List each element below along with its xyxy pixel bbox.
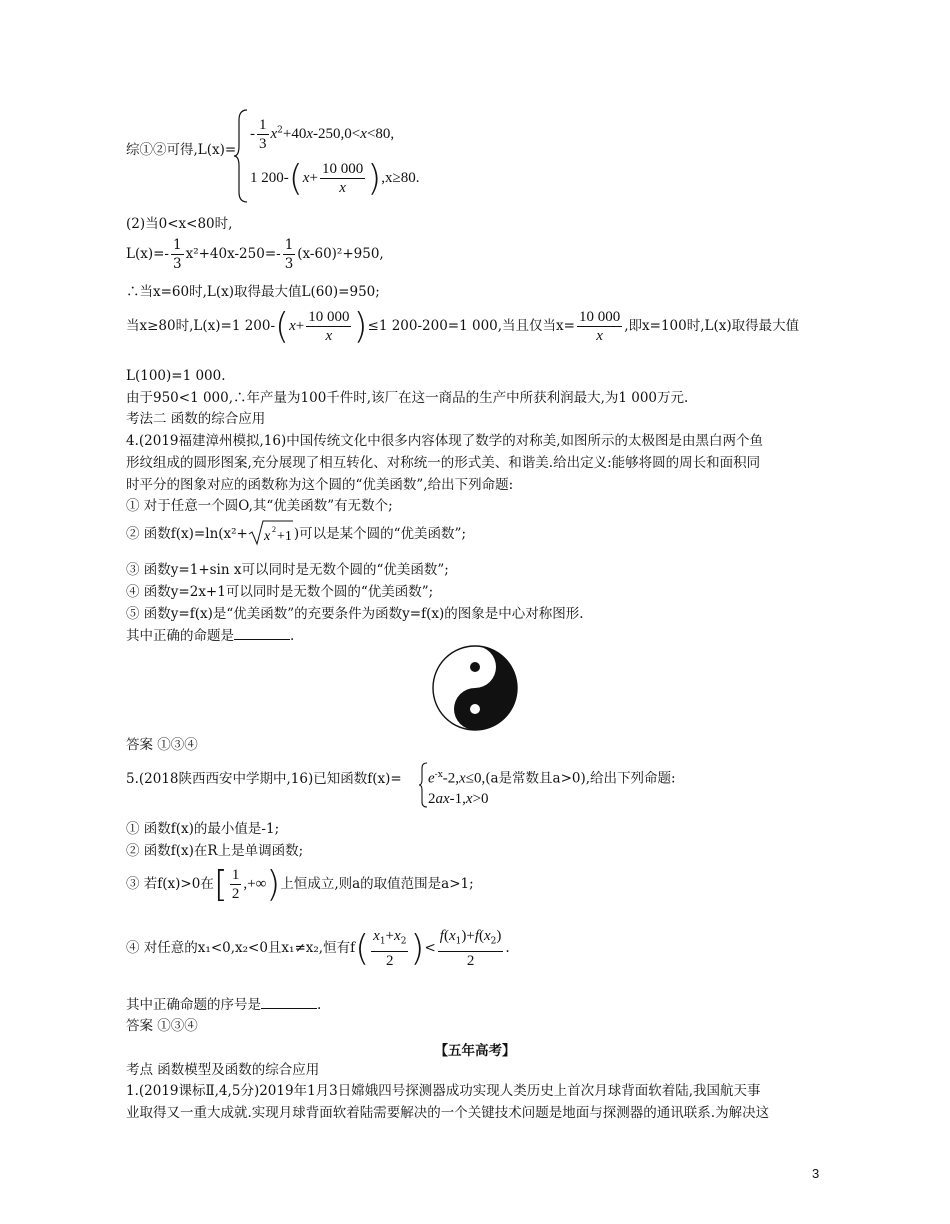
- part2-line6: 由于950<1 000,∴年产量为100千件时,该厂在这一商品的生产中所获利润最大,为1 000万元.: [126, 390, 689, 406]
- q4-question-text: 其中正确的命题是: [126, 628, 234, 644]
- q1-line2: 业取得又一重大成就.实现月球背面软着陆需要解决的一个关键技术问题是地面与探测器的通讯联系.为解决这: [126, 1105, 770, 1121]
- q5-option4-b: <: [424, 939, 436, 956]
- part2-line4: 当x≥80时,L(x)=1 200-(x+ $\frac{10 000}{x}$ )≤1 200-200=1 000,当且仅当x= $\frac{10 000}{x}$ ,即x=100时,L(x)取得最大值: [126, 306, 800, 347]
- frac-three: 3: [173, 256, 182, 272]
- part2-line2-a: L(x)=-: [126, 246, 169, 262]
- svg-text:+1: +1: [276, 529, 292, 544]
- part2-line2: L(x)=- $\frac{1}{3}$ x²+40x-250=- $\frac{1}{3}$ (x-60)²+950,: [126, 237, 384, 272]
- q5-line1: [126, 767, 402, 787]
- q4-option2-a: ② 函数f(x)=ln(x²+: [126, 526, 248, 542]
- part2-line3: ∴当x=60时,L(x)取得最大值L(60)=950;: [126, 284, 380, 300]
- q4-option1: ① 对于任意一个圆O,其“优美函数”有无数个;: [126, 498, 393, 514]
- q5-option4: ④ 对任意的x₁<0,x₂<0且x₁≠x₂,恒有f( $\frac{x_1+x_2}{2}$ )< $\frac{f(x_1)+f(x_2)}{2}$ .: [126, 927, 510, 969]
- piecewise-prefix: 综①②可得,L(x)=: [126, 142, 237, 158]
- part2-line4-b: ≤1 200-200=1 000,当且仅当x=: [367, 318, 575, 334]
- part2-line2-c: (x-60)²+950,: [297, 246, 384, 262]
- part2-line2-b: x²+40x-250=-: [185, 246, 281, 262]
- q5-option3-b: 上恒成立,则a的取值范围是a>1;: [280, 876, 474, 892]
- q4-option3: ③ 函数y=1+sin x可以同时是无数个圆的“优美函数”;: [126, 562, 449, 578]
- q5-condition: (a是常数且a>0),给出下列命题:: [485, 770, 676, 787]
- q5-option1: ① 函数f(x)的最小值是-1;: [126, 821, 280, 837]
- case-1: - $\frac{1}{3}$ $x^2+40x-250,0<x<80$,: [250, 117, 395, 152]
- page-number: 3: [812, 1166, 820, 1181]
- part2-line5: L(100)=1 000.: [126, 368, 226, 384]
- q4-answer: 答案 ①③④: [126, 737, 198, 753]
- part2-line1: (2)当0<x<80时,: [126, 216, 233, 232]
- svg-text:x: x: [263, 529, 271, 544]
- part2-line4-c: ,即x=100时,L(x)取得最大值: [624, 318, 800, 334]
- case-2: 1 200-(x+ $\frac{10 000}{x}$ ),x≥80.: [250, 158, 420, 199]
- q4-option2-b: )可以是某个圆的“优美函数”;: [293, 526, 466, 542]
- taiji-figure: [431, 644, 519, 732]
- case-2-a: 1 200-: [250, 170, 289, 186]
- part2-line4-a: 当x≥80时,L(x)=1 200-: [126, 318, 276, 334]
- frac-den: x: [339, 180, 346, 196]
- q5-intro: 5.(2018陕西西安中学期中,16)已知函数f(x)=: [126, 771, 402, 787]
- sqrt-icon: [248, 518, 294, 550]
- q5-answer: 答案 ①③④: [126, 1018, 198, 1034]
- q5-option2: ② 函数f(x)在R上是单调函数;: [126, 843, 304, 859]
- q4-option2: [126, 518, 466, 550]
- q5-option4-a: ④ 对任意的x₁<0,x₂<0且x₁≠x₂,恒有f: [126, 939, 356, 956]
- q4-line3: 时平分的图象对应的函数称为这个圆的“优美函数”,给出下列命题:: [126, 477, 514, 493]
- q5-question: 其中正确命题的序号是 .: [126, 997, 322, 1013]
- frac-num: 10 000: [321, 161, 364, 177]
- frac-one: 1: [173, 237, 182, 253]
- brace-icon: [418, 762, 428, 808]
- q4-question: 其中正确的命题是 .: [126, 628, 295, 644]
- section-2-title: 考法二 函数的综合应用: [126, 411, 266, 427]
- section-heading: 【五年高考】: [434, 1043, 516, 1059]
- q4-option4: ④ 函数y=2x+1可以同时是无数个圆的“优美函数”;: [126, 584, 434, 600]
- q5-option3: ③ 若f(x)>0在[ $\frac{1}{2}$ ,+∞)上恒成立,则a的取值范围是a>1;: [126, 864, 474, 905]
- piecewise-line: [126, 141, 236, 159]
- section-3-title: 考点 函数模型及函数的综合应用: [126, 1062, 320, 1078]
- q4-line2: 形纹组成的圆形图案,充分展现了相互转化、对称统一的形式美、和谐美.给出定义:能够将圆的周长和面积同: [126, 455, 761, 471]
- case-2-b: ,x≥80.: [381, 170, 420, 186]
- q1-line1: 1.(2019课标Ⅱ,4,5分)2019年1月3日嫦娥四号探测器成功实现人类历史上首次月球背面软着陆,我国航天事: [126, 1083, 761, 1099]
- q5-question-text: 其中正确命题的序号是: [126, 997, 261, 1013]
- answer-blank: [234, 627, 290, 640]
- q5-option3-a: ③ 若f(x)>0在: [126, 876, 214, 892]
- q4-line1: 4.(2019福建漳州模拟,16)中国传统文化中很多内容体现了数学的对称美,如图所示的太极图是由黑白两个鱼: [126, 433, 764, 449]
- q5-piecewise: $e^{-x}-2,x\le 0,(a$是常数且a>0),给出下列命题: 2ax-1,x>0: [428, 770, 676, 807]
- svg-text:2: 2: [271, 525, 276, 534]
- q4-option5: ⑤ 函数y=f(x)是“优美函数”的充要条件为函数y=f(x)的图象是中心对称图形.: [126, 606, 584, 622]
- answer-blank: [261, 996, 317, 1009]
- brace-icon: [233, 108, 249, 204]
